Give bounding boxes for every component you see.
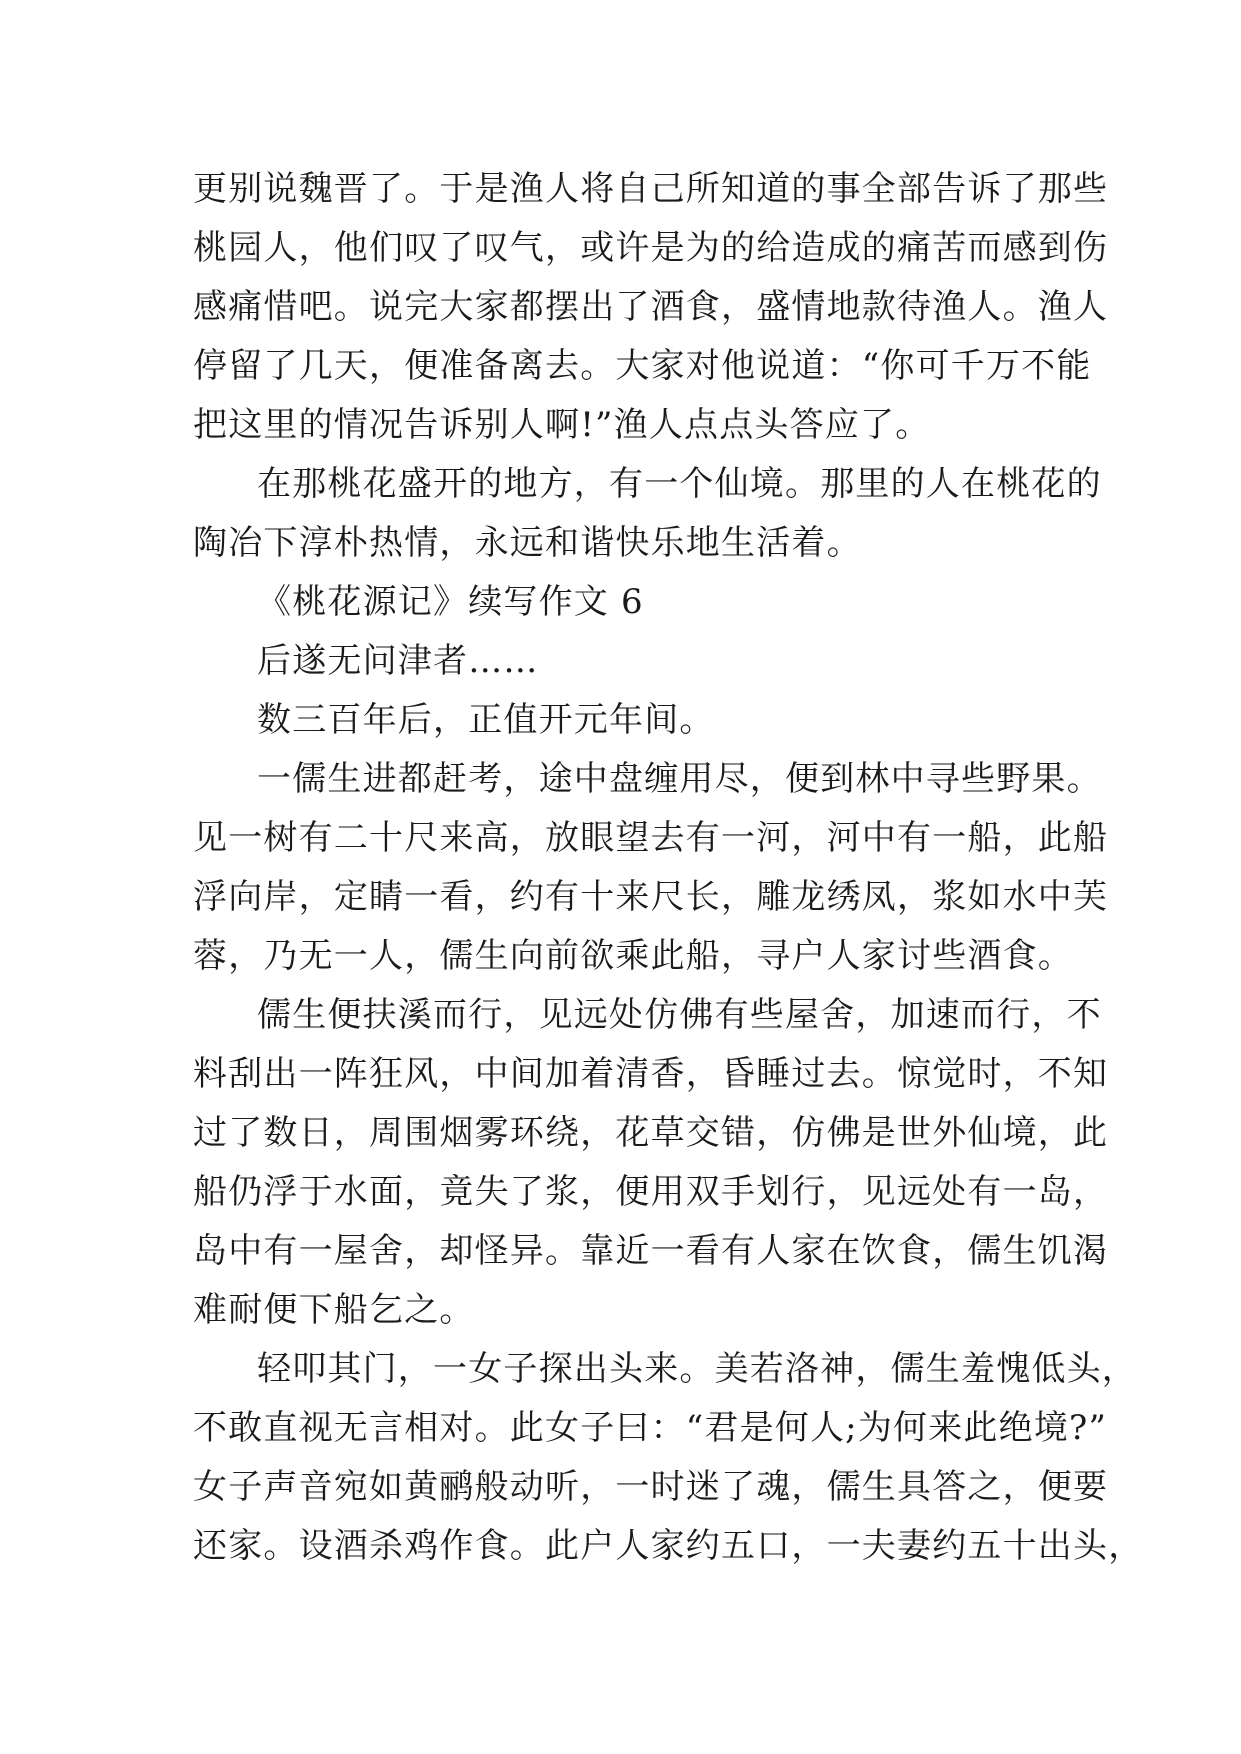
paragraph-start-line: 数三百年后，正值开元年间。	[257, 700, 715, 740]
section-heading: 《桃花源记》续写作文 6	[257, 582, 644, 622]
text-line: 过了数日，周围烟雾环绕，花草交错，仿佛是世外仙境，此	[193, 1113, 1109, 1153]
text-line: 浮向岸，定睛一看，约有十来尺长，雕龙绣凤，浆如水中芙	[193, 877, 1109, 917]
text-line: 桃园人，他们叹了叹气，或许是为的给造成的痛苦而感到伤	[193, 228, 1109, 268]
text-line: 岛中有一屋舍，却怪异。靠近一看有人家在饮食，儒生饥渴	[193, 1231, 1109, 1271]
text-line: 不敢直视无言相对。此女子曰：“君是何人;为何来此绝境?”	[193, 1408, 1108, 1448]
text-line: 把这里的情况告诉别人啊!”渔人点点头答应了。	[193, 405, 931, 445]
paragraph-start-line: 轻叩其门，一女子探出头来。美若洛神，儒生羞愧低头，	[257, 1349, 1137, 1389]
text-line: 停留了几天，便准备离去。大家对他说道：“你可千万不能	[193, 346, 1092, 386]
text-line: 感痛惜吧。说完大家都摆出了酒食，盛情地款待渔人。渔人	[193, 287, 1109, 327]
text-line: 船仍浮于水面，竟失了浆，便用双手划行，见远处有一岛，	[193, 1172, 1109, 1212]
text-line: 女子声音宛如黄鹂般动听，一时迷了魂，儒生具答之，便要	[193, 1467, 1109, 1507]
text-line: 见一树有二十尺来高，放眼望去有一河，河中有一船，此船	[193, 818, 1109, 858]
paragraph-start-line: 一儒生进都赶考，途中盘缠用尽，便到林中寻些野果。	[257, 759, 1102, 799]
paragraph-start-line: 在那桃花盛开的地方，有一个仙境。那里的人在桃花的	[257, 464, 1102, 504]
text-line: 蓉，乃无一人，儒生向前欲乘此船，寻户人家讨些酒食。	[193, 936, 1073, 976]
text-line: 难耐便下船乞之。	[193, 1290, 475, 1330]
paragraph-start-line: 后遂无问津者……	[257, 641, 539, 681]
text-line: 料刮出一阵狂风，中间加着清香，昏睡过去。惊觉时，不知	[193, 1054, 1109, 1094]
text-line: 更别说魏晋了。于是渔人将自己所知道的事全部告诉了那些	[193, 169, 1109, 209]
paragraph-start-line: 儒生便扶溪而行，见远处仿佛有些屋舍，加速而行，不	[257, 995, 1102, 1035]
document-body	[193, 160, 1144, 1576]
text-line: 陶冶下淳朴热情，永远和谐快乐地生活着。	[193, 523, 862, 563]
text-line: 还家。设酒杀鸡作食。此户人家约五口，一夫妻约五十出头，	[193, 1526, 1144, 1566]
